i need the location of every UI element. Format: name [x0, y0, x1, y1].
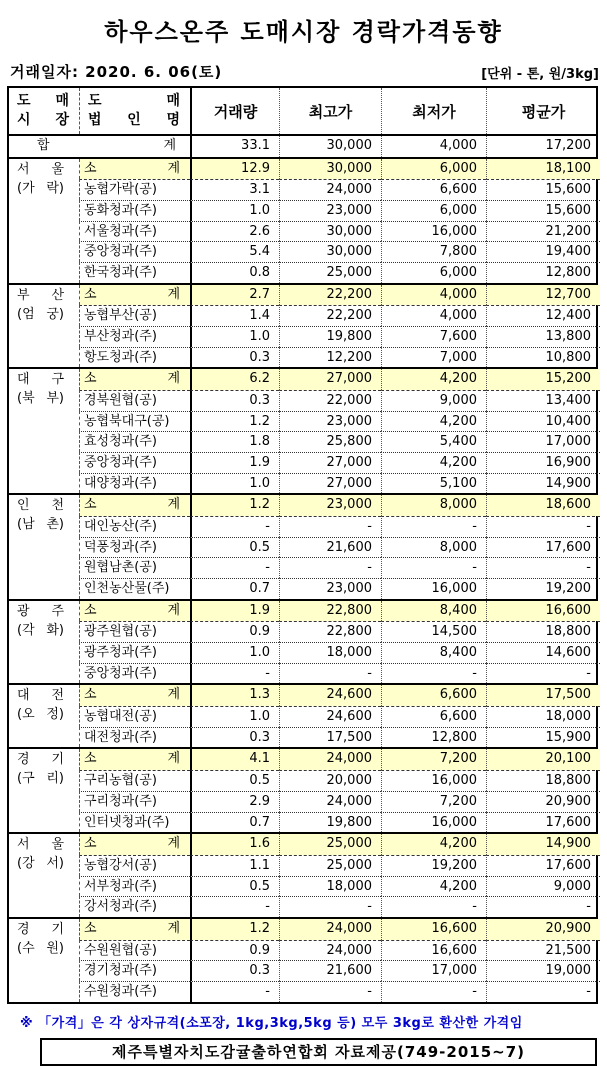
volume-cell: 1.2 [190, 919, 279, 940]
low-price-cell: 4,200 [381, 411, 486, 432]
grand-total-volume: 33.1 [190, 136, 279, 157]
low-price-cell: 7,800 [381, 241, 486, 262]
low-price-cell: 8,400 [381, 601, 486, 622]
high-price-cell: 23,000 [279, 200, 381, 221]
low-price-cell: 6,600 [381, 706, 486, 727]
volume-cell: 1.8 [190, 431, 279, 452]
volume-cell: 2.7 [190, 285, 279, 306]
avg-price-cell: 21,500 [486, 940, 600, 961]
header-corporation [79, 88, 190, 134]
corporation-name-cell: 농협대전(공) [79, 706, 190, 727]
corporation-name-cell: 항도청과(주) [79, 347, 190, 368]
corporation-name-cell: 경기청과(주) [79, 960, 190, 981]
avg-price-cell: 12,700 [486, 285, 600, 306]
volume-cell: 1.4 [190, 305, 279, 326]
volume-cell: 0.3 [190, 347, 279, 368]
market-cell [9, 601, 79, 684]
market-section [9, 683, 596, 747]
avg-price-cell: 17,000 [486, 431, 600, 452]
subtotal-label: 소 계 [79, 685, 190, 706]
high-price-cell: - [279, 981, 381, 1002]
high-price-cell: 27,000 [279, 452, 381, 473]
market-name-line2: (오 정) [17, 707, 64, 723]
market-section [9, 367, 596, 493]
low-price-cell: 16,000 [381, 578, 486, 599]
subtotal-label: 소 계 [79, 919, 190, 940]
market-section [9, 917, 596, 1002]
volume-cell: 6.2 [190, 369, 279, 390]
avg-price-cell: 12,800 [486, 262, 600, 283]
volume-cell: 2.6 [190, 221, 279, 242]
volume-cell: 0.3 [190, 727, 279, 748]
corporation-name-cell: 중앙청과(주) [79, 663, 190, 684]
avg-price-cell: 10,800 [486, 347, 600, 368]
market-section [9, 832, 596, 917]
subtotal-label: 소 계 [79, 285, 190, 306]
corporation-name-cell: 농협가락(공) [79, 179, 190, 200]
avg-price-cell: 18,000 [486, 706, 600, 727]
avg-price-cell: 13,400 [486, 390, 600, 411]
low-price-cell: 6,000 [381, 159, 486, 180]
avg-price-cell: 15,900 [486, 727, 600, 748]
corporation-name-cell: 농협북대구(공) [79, 411, 190, 432]
price-bulletin-page [0, 12, 607, 1061]
avg-price-cell: 17,600 [486, 812, 600, 833]
volume-cell: 0.3 [190, 960, 279, 981]
high-price-cell: 12,200 [279, 347, 381, 368]
market-name-line2: (가 락) [17, 180, 64, 196]
high-price-cell: 23,000 [279, 578, 381, 599]
volume-cell: 1.6 [190, 834, 279, 855]
low-price-cell: 6,000 [381, 200, 486, 221]
table-header-row [9, 88, 596, 136]
low-price-cell: 19,200 [381, 855, 486, 876]
corporation-name-cell: 동화청과(주) [79, 200, 190, 221]
low-price-cell: 6,600 [381, 685, 486, 706]
trade-date-label: 거래일자: 2020. 6. 06(토) [10, 63, 223, 81]
avg-price-cell: 18,100 [486, 159, 600, 180]
low-price-cell: - [381, 896, 486, 917]
corporation-name-cell: 서울청과(주) [79, 221, 190, 242]
corporation-name-cell: 경북원협(공) [79, 390, 190, 411]
corporation-name-cell: 효성청과(주) [79, 431, 190, 452]
page-title: 하우스온주 도매시장 경락가격동향 [104, 18, 503, 46]
low-price-cell: 7,200 [381, 791, 486, 812]
low-price-cell: 8,400 [381, 642, 486, 663]
volume-cell: 0.8 [190, 262, 279, 283]
volume-cell: 1.0 [190, 473, 279, 494]
volume-cell: 4.1 [190, 749, 279, 770]
corporation-name-cell: 한국청과(주) [79, 262, 190, 283]
low-price-cell: - [381, 557, 486, 578]
avg-price-cell: - [486, 516, 600, 537]
header-market-line2: 시 장 [17, 112, 69, 128]
high-price-cell: - [279, 663, 381, 684]
corporation-name-cell: 광주원협(공) [79, 621, 190, 642]
grand-total-low: 4,000 [381, 136, 486, 157]
volume-cell: 1.9 [190, 452, 279, 473]
market-name-line1: 경 기 [17, 752, 64, 768]
avg-price-cell: 13,800 [486, 326, 600, 347]
high-price-cell: 22,200 [279, 285, 381, 306]
avg-price-cell: 19,400 [486, 241, 600, 262]
high-price-cell: - [279, 557, 381, 578]
grand-total-label: 합 계 [37, 138, 176, 153]
avg-price-cell: 14,600 [486, 642, 600, 663]
high-price-cell: 22,800 [279, 601, 381, 622]
market-name-line2: (구 리) [17, 771, 64, 787]
corporation-name-cell: 대인농산(주) [79, 516, 190, 537]
avg-price-cell: 20,900 [486, 919, 600, 940]
high-price-cell: 21,600 [279, 537, 381, 558]
low-price-cell: 16,000 [381, 221, 486, 242]
market-name-line2: (엄 궁) [17, 306, 64, 322]
market-name-line1: 서 울 [17, 837, 64, 853]
market-section [9, 283, 596, 368]
corporation-name-cell: 인터넷청과(주) [79, 812, 190, 833]
high-price-cell: 25,000 [279, 262, 381, 283]
low-price-cell: 9,000 [381, 390, 486, 411]
volume-cell: 1.0 [190, 326, 279, 347]
unit-label: [단위 - 톤, 원/3kg] [481, 67, 599, 82]
market-section [9, 157, 596, 283]
avg-price-cell: 15,600 [486, 200, 600, 221]
volume-cell: 1.1 [190, 855, 279, 876]
header-corp-line2: 법 인 명 [88, 112, 180, 128]
high-price-cell: - [279, 516, 381, 537]
volume-cell: 0.9 [190, 621, 279, 642]
corporation-name-cell: 농협부산(공) [79, 305, 190, 326]
low-price-cell: 12,800 [381, 727, 486, 748]
low-price-cell: 14,500 [381, 621, 486, 642]
high-price-cell: 22,000 [279, 390, 381, 411]
table-body [9, 157, 596, 1002]
high-price-cell: 19,800 [279, 812, 381, 833]
market-name-line1: 서 울 [17, 161, 64, 177]
high-price-cell: 24,000 [279, 791, 381, 812]
subtotal-label: 소 계 [79, 834, 190, 855]
volume-cell: 1.3 [190, 685, 279, 706]
low-price-cell: 16,600 [381, 919, 486, 940]
market-cell [9, 834, 79, 917]
volume-cell: - [190, 663, 279, 684]
avg-price-cell: 14,900 [486, 473, 600, 494]
corporation-name-cell: 수원원협(공) [79, 940, 190, 961]
market-name-line2: (수 원) [17, 940, 64, 956]
meta-row [10, 61, 599, 82]
volume-cell: 0.3 [190, 390, 279, 411]
high-price-cell: 22,200 [279, 305, 381, 326]
volume-cell: 0.7 [190, 812, 279, 833]
low-price-cell: 7,600 [381, 326, 486, 347]
low-price-cell: 17,000 [381, 960, 486, 981]
volume-cell: 3.1 [190, 179, 279, 200]
corporation-name-cell: 서부청과(주) [79, 876, 190, 897]
header-market-line1: 도 매 [17, 93, 69, 109]
high-price-cell: 18,000 [279, 876, 381, 897]
low-price-cell: - [381, 663, 486, 684]
high-price-cell: 17,500 [279, 727, 381, 748]
avg-price-cell: 20,900 [486, 791, 600, 812]
corporation-name-cell: 수원청과(주) [79, 981, 190, 1002]
low-price-cell: 4,200 [381, 369, 486, 390]
high-price-cell: 24,000 [279, 919, 381, 940]
low-price-cell: 5,400 [381, 431, 486, 452]
data-provider-box: 제주특별자치도감귤출하연합회 자료제공(749-2015~7) [40, 1038, 597, 1066]
avg-price-cell: 17,600 [486, 537, 600, 558]
market-name-line2: (남 촌) [17, 517, 64, 533]
high-price-cell: 27,000 [279, 473, 381, 494]
high-price-cell: 19,800 [279, 326, 381, 347]
low-price-cell: 4,000 [381, 285, 486, 306]
volume-cell: - [190, 557, 279, 578]
low-price-cell: 4,200 [381, 876, 486, 897]
volume-cell: 0.7 [190, 578, 279, 599]
low-price-cell: - [381, 981, 486, 1002]
market-name-line1: 경 기 [17, 921, 64, 937]
header-low-price: 최저가 [381, 88, 486, 134]
volume-cell: 0.5 [190, 770, 279, 791]
market-cell [9, 159, 79, 283]
subtotal-label: 소 계 [79, 159, 190, 180]
market-name-line1: 대 전 [17, 688, 64, 704]
corporation-name-cell: 대전청과(주) [79, 727, 190, 748]
low-price-cell: 7,000 [381, 347, 486, 368]
avg-price-cell: 20,100 [486, 749, 600, 770]
grand-total-row [9, 136, 596, 157]
market-name-line1: 부 산 [17, 287, 64, 303]
avg-price-cell: 18,800 [486, 621, 600, 642]
header-volume: 거래량 [190, 88, 279, 134]
high-price-cell: 24,000 [279, 749, 381, 770]
volume-cell: 0.5 [190, 537, 279, 558]
avg-price-cell: - [486, 663, 600, 684]
high-price-cell: 20,000 [279, 770, 381, 791]
header-avg-price: 평균가 [486, 88, 600, 134]
avg-price-cell: 19,200 [486, 578, 600, 599]
avg-price-cell: 17,600 [486, 855, 600, 876]
avg-price-cell: 14,900 [486, 834, 600, 855]
high-price-cell: 22,800 [279, 621, 381, 642]
low-price-cell: 7,200 [381, 749, 486, 770]
high-price-cell: 30,000 [279, 221, 381, 242]
high-price-cell: - [279, 896, 381, 917]
corporation-name-cell: 인천농산물(주) [79, 578, 190, 599]
high-price-cell: 24,600 [279, 706, 381, 727]
market-name-line1: 인 천 [17, 498, 64, 514]
low-price-cell: 4,200 [381, 452, 486, 473]
market-name-line2: (북 부) [17, 391, 64, 407]
volume-cell: 12.9 [190, 159, 279, 180]
corporation-name-cell: 대양청과(주) [79, 473, 190, 494]
avg-price-cell: - [486, 896, 600, 917]
header-high-price: 최고가 [279, 88, 381, 134]
grand-total-high: 30,000 [279, 136, 381, 157]
avg-price-cell: - [486, 981, 600, 1002]
low-price-cell: 16,600 [381, 940, 486, 961]
volume-cell: 0.9 [190, 940, 279, 961]
avg-price-cell: 15,600 [486, 179, 600, 200]
market-name-line1: 대 구 [17, 372, 64, 388]
low-price-cell: 16,000 [381, 770, 486, 791]
avg-price-cell: 16,600 [486, 601, 600, 622]
volume-cell: 1.0 [190, 200, 279, 221]
market-section [9, 493, 596, 598]
corporation-name-cell: 부산청과(주) [79, 326, 190, 347]
corporation-name-cell: 광주청과(주) [79, 642, 190, 663]
volume-cell: 1.9 [190, 601, 279, 622]
low-price-cell: 5,100 [381, 473, 486, 494]
high-price-cell: 25,000 [279, 855, 381, 876]
avg-price-cell: 18,600 [486, 495, 600, 516]
avg-price-cell: 10,400 [486, 411, 600, 432]
corporation-name-cell: 구리농협(공) [79, 770, 190, 791]
avg-price-cell: 15,200 [486, 369, 600, 390]
market-section [9, 599, 596, 684]
market-name-line1: 광 주 [17, 603, 64, 619]
high-price-cell: 23,000 [279, 411, 381, 432]
corporation-name-cell: 강서청과(주) [79, 896, 190, 917]
volume-cell: 1.0 [190, 642, 279, 663]
high-price-cell: 21,600 [279, 960, 381, 981]
avg-price-cell: 16,900 [486, 452, 600, 473]
volume-cell: - [190, 516, 279, 537]
market-cell [9, 919, 79, 1002]
subtotal-label: 소 계 [79, 495, 190, 516]
avg-price-cell: 12,400 [486, 305, 600, 326]
low-price-cell: 6,600 [381, 179, 486, 200]
volume-cell: 5.4 [190, 241, 279, 262]
price-table [7, 86, 598, 1004]
header-market [9, 88, 79, 134]
corporation-name-cell: 중앙청과(주) [79, 241, 190, 262]
market-name-line2: (각 화) [17, 622, 64, 638]
corporation-name-cell: 농협강서(공) [79, 855, 190, 876]
corporation-name-cell: 구리청과(주) [79, 791, 190, 812]
corporation-name-cell: 덕풍청과(주) [79, 537, 190, 558]
low-price-cell: 4,000 [381, 305, 486, 326]
corporation-name-cell: 중앙청과(주) [79, 452, 190, 473]
high-price-cell: 24,000 [279, 940, 381, 961]
avg-price-cell: 19,000 [486, 960, 600, 981]
low-price-cell: 8,000 [381, 537, 486, 558]
subtotal-label: 소 계 [79, 601, 190, 622]
market-cell [9, 495, 79, 598]
low-price-cell: 6,000 [381, 262, 486, 283]
market-cell [9, 749, 79, 832]
avg-price-cell: - [486, 557, 600, 578]
low-price-cell: 16,000 [381, 812, 486, 833]
avg-price-cell: 18,800 [486, 770, 600, 791]
price-footnote: ※ 「가격」은 각 상자규격(소포장, 1kg,3kg,5kg 등) 모두 3kg로 환산한 가격임 [20, 1015, 523, 1031]
volume-cell: 1.2 [190, 411, 279, 432]
high-price-cell: 18,000 [279, 642, 381, 663]
high-price-cell: 30,000 [279, 241, 381, 262]
high-price-cell: 25,800 [279, 431, 381, 452]
market-cell [9, 285, 79, 368]
high-price-cell: 27,000 [279, 369, 381, 390]
grand-total-avg: 17,200 [486, 136, 600, 157]
market-name-line2: (강 서) [17, 856, 64, 872]
avg-price-cell: 21,200 [486, 221, 600, 242]
volume-cell: 1.2 [190, 495, 279, 516]
market-cell [9, 369, 79, 493]
high-price-cell: 30,000 [279, 159, 381, 180]
volume-cell: - [190, 896, 279, 917]
avg-price-cell: 9,000 [486, 876, 600, 897]
volume-cell: - [190, 981, 279, 1002]
header-corp-line1: 도 매 [88, 93, 180, 109]
avg-price-cell: 17,500 [486, 685, 600, 706]
high-price-cell: 24,000 [279, 179, 381, 200]
subtotal-label: 소 계 [79, 749, 190, 770]
high-price-cell: 24,600 [279, 685, 381, 706]
subtotal-label: 소 계 [79, 369, 190, 390]
volume-cell: 1.0 [190, 706, 279, 727]
low-price-cell: - [381, 516, 486, 537]
corporation-name-cell: 원협남촌(공) [79, 557, 190, 578]
high-price-cell: 23,000 [279, 495, 381, 516]
volume-cell: 0.5 [190, 876, 279, 897]
market-cell [9, 685, 79, 747]
high-price-cell: 25,000 [279, 834, 381, 855]
low-price-cell: 4,200 [381, 834, 486, 855]
low-price-cell: 8,000 [381, 495, 486, 516]
market-section [9, 747, 596, 832]
volume-cell: 2.9 [190, 791, 279, 812]
